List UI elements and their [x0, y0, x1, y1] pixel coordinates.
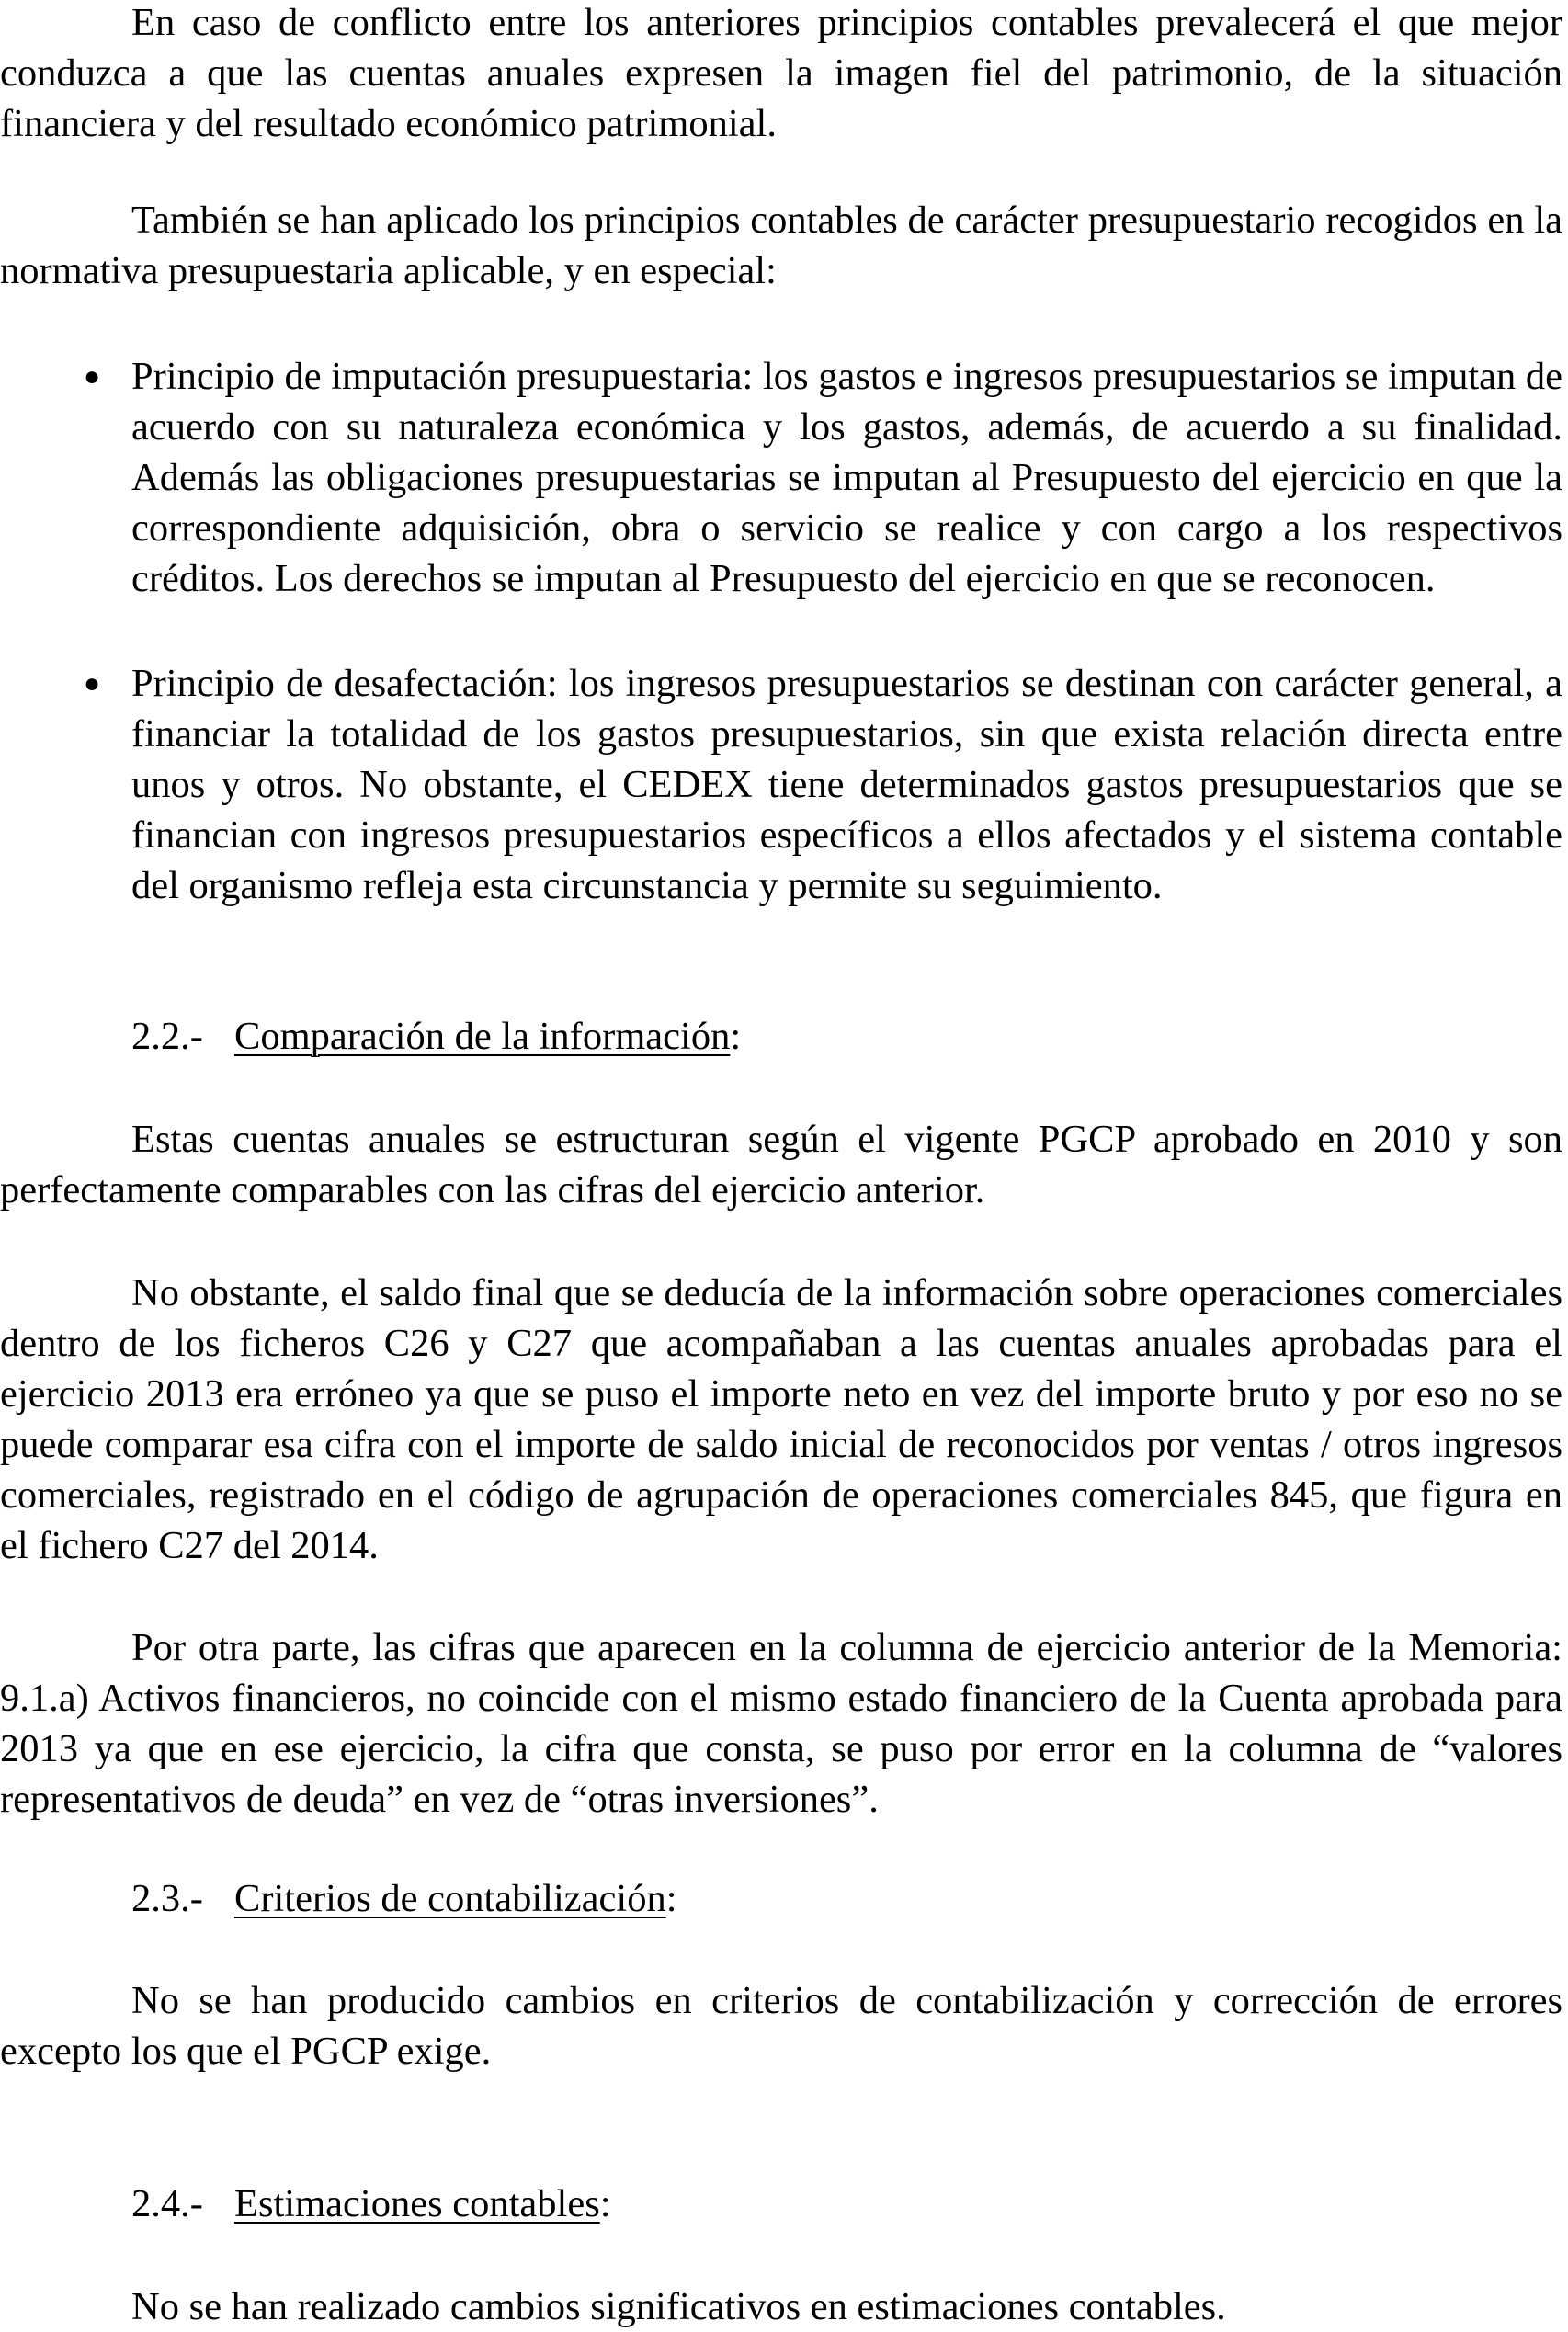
paragraph-comparables: Estas cuentas anuales se estructuran según el vigente PGCP aprobado en 2010 y son perfectamente comparables con las cifras del ejercicio anterior.	[0, 1118, 1562, 1212]
section-heading-2-3	[131, 1873, 677, 1924]
section-heading-2-4	[131, 2178, 611, 2229]
bullet-icon: ●	[84, 361, 101, 392]
paragraph-estimaciones: No se han realizado cambios significativos en estimaciones contables.	[131, 2285, 1226, 2328]
paragraph-activos-financieros: Por otra parte, las cifras que aparecen en la columna de ejercicio anterior de la Memoria: 9.1.a) Activos financieros, no coincide con el mismo estado financiero de la Cuenta aprobada para 2013 ya que en ese ejercicio, la cifra que consta, se puso por error en la columna de “valores representativos de deuda” en vez de “otras inversiones”.	[0, 1626, 1562, 1821]
section-number: 2.4.-	[131, 2182, 203, 2225]
paragraph-conflict-principles: En caso de conflicto entre los anteriores principios contables prevalecerá el que mejor conduzca a que las cuentas anuales expresen la imagen fiel del patrimonio, de la situación financiera y del resultado económico patrimonial.	[0, 1, 1562, 145]
section-number: 2.3.-	[131, 1877, 203, 1920]
bullet-item-desafectacion	[84, 658, 1562, 911]
section-title: Criterios de contabilización	[234, 1877, 666, 1920]
bullet-text: Principio de desafectación: los ingresos presupuestarios se destinan con carácter general, a financiar la totalidad de los gastos presupuestarios, sin que exista relación directa entre unos y otros. No obstante, el CEDEX tiene determinados gastos presupuestarios que se financian con ingresos presupuestarios específicos a ellos afectados y el sistema contable del organismo refleja esta circunstancia y permite su seguimiento.	[131, 662, 1562, 907]
paragraph-budget-principles: También se han aplicado los principios contables de carácter presupuestario recogidos en la normativa presupuestaria aplicable, y en especial:	[0, 199, 1562, 292]
section-number: 2.2.-	[131, 1015, 203, 1058]
paragraph-criterios: No se han producido cambios en criterios de contabilización y corrección de errores excepto los que el PGCP exige.	[0, 1979, 1562, 2073]
bullet-item-imputacion	[84, 351, 1562, 604]
bullet-text: Principio de imputación presupuestaria: los gastos e ingresos presupuestarios se imputan de acuerdo con su naturaleza económica y los gastos, además, de acuerdo a su finalidad. Además las obligaciones presupuestarias se imputan al Presupuesto del ejercicio en que la correspondiente adquisición, obra o servicio se realice y con cargo a los respectivos créditos. Los derechos se imputan al Presupuesto del ejercicio en que se reconocen.	[131, 355, 1562, 600]
section-colon: :	[665, 1877, 677, 1920]
section-colon: :	[599, 2182, 611, 2225]
section-title: Comparación de la información	[234, 1015, 731, 1058]
bullet-icon: ●	[84, 668, 101, 699]
section-colon: :	[730, 1015, 742, 1058]
paragraph-saldo-final: No obstante, el saldo final que se deducía de la información sobre operaciones comerciales dentro de los ficheros C26 y C27 que acompañaban a las cuentas anuales aprobadas para el ejercicio 2013 era erróneo ya que se puso el importe neto en vez del importe bruto y por eso no se puede comparar esa cifra con el importe de saldo inicial de reconocidos por ventas / otros ingresos comerciales, registrado en el código de agrupación de operaciones comerciales 845, que figura en el fichero C27 del 2014.	[0, 1271, 1562, 1567]
section-heading-2-2	[131, 1011, 741, 1062]
section-title: Estimaciones contables	[234, 2182, 600, 2225]
